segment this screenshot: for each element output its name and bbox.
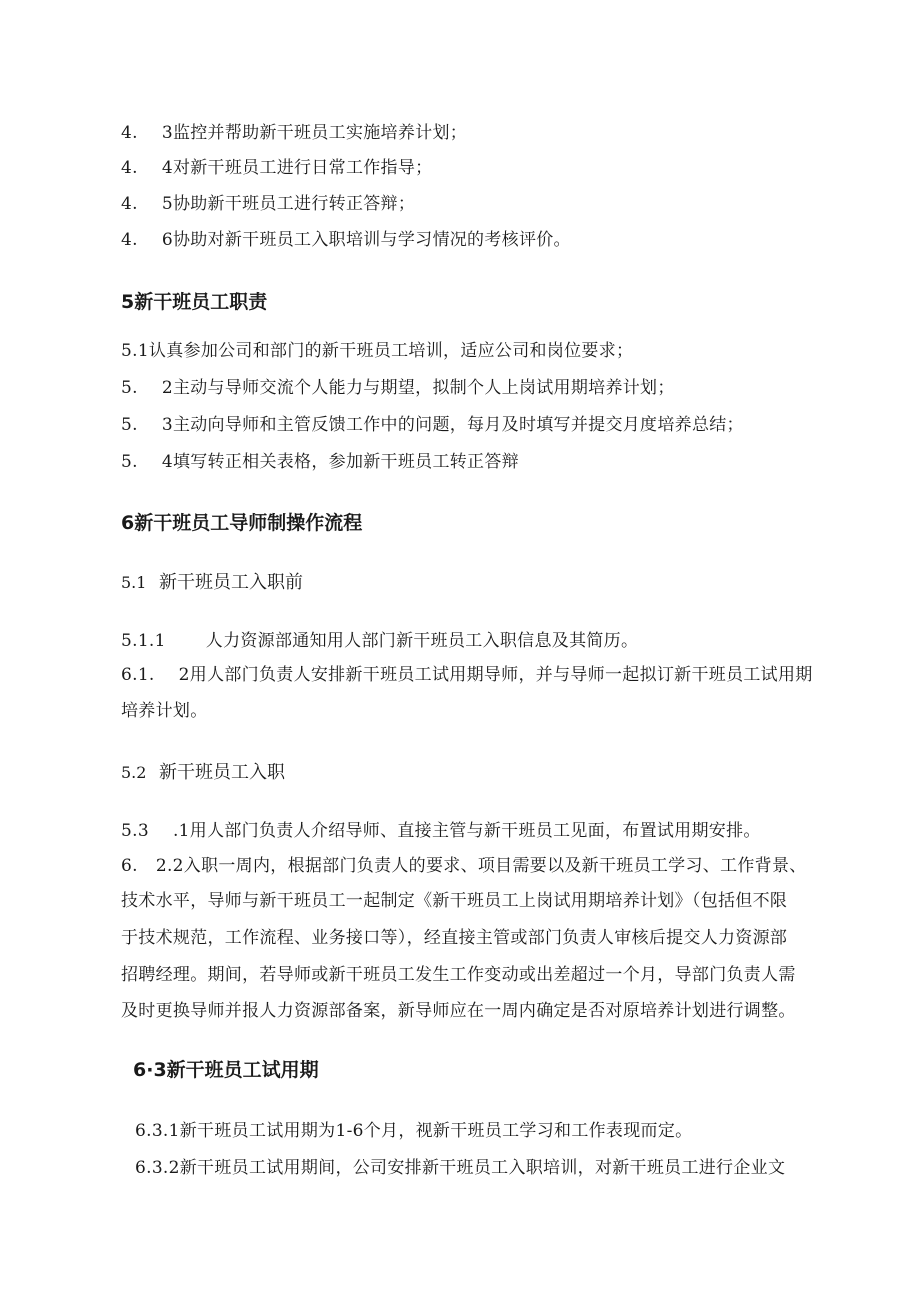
item-number: 5. <box>121 452 138 472</box>
list-item <box>121 630 638 652</box>
item-subnumber: 3 <box>161 415 173 435</box>
list-item <box>121 122 467 144</box>
list-item <box>121 820 761 842</box>
list-item: 6.3.2新干班员工试用期间，公司安排新干班员工入职培训，对新干班员工进行企业文 <box>135 1158 786 1178</box>
item-subnumber: 4 <box>161 158 173 178</box>
item-number: 5. <box>121 415 138 435</box>
list-item <box>121 664 813 686</box>
section-heading: 5新干班员工职责 <box>121 291 268 313</box>
item-subnumber: 4 <box>161 452 173 472</box>
item-number: 5. <box>121 378 138 398</box>
list-item <box>121 229 571 251</box>
item-text: 人力资源部通知用人部门新干班员工入职信息及其简历。 <box>205 631 639 651</box>
list-item <box>121 377 675 399</box>
item-text: 监控并帮助新干班员工实施培养计划； <box>172 123 468 143</box>
item-text: 协助对新干班员工入职培训与学习情况的考核评价。 <box>172 230 571 250</box>
item-number: 5.3 <box>121 821 149 841</box>
item-text: 入职一周内，根据部门负责人的要求、项目需要以及新干班员工学习、工作背景、 <box>183 856 807 876</box>
item-text: 用人部门负责人介绍导师、直接主管与新干班员工见面，布置试用期安排。 <box>189 821 761 841</box>
item-subnumber: 6 <box>161 230 173 250</box>
list-item: 5.1认真参加公司和部门的新干班员工培训，适应公司和岗位要求； <box>121 341 634 361</box>
list-item <box>121 193 415 215</box>
subsection-title: 新干班员工入职 <box>159 762 285 783</box>
subsection-heading <box>121 571 303 595</box>
item-subnumber: 3 <box>161 123 173 143</box>
item-text: 填写转正相关表格，参加新干班员工转正答辩 <box>172 452 519 472</box>
subsection-number: 5.2 <box>121 763 147 782</box>
item-number: 5.1.1 <box>121 631 166 651</box>
item-text: 协助新干班员工进行转正答辩； <box>172 194 416 214</box>
list-item <box>121 157 432 179</box>
list-item <box>121 451 519 473</box>
item-number: 4. <box>121 194 138 214</box>
item-number: 4. <box>121 230 138 250</box>
list-item: 6.3.1新干班员工试用期为1-6个月，视新干班员工学习和工作表现而定。 <box>135 1121 693 1141</box>
list-item-continuation: 于技术规范，工作流程、业务接口等），经直接主管或部门负责人审核后提交人力资源部 <box>121 928 788 948</box>
item-subnumber: 2 <box>161 378 173 398</box>
subsection-heading: 6·3新干班员工试用期 <box>133 1059 319 1081</box>
item-subnumber: 2.2 <box>155 856 184 876</box>
list-item-continuation: 技术水平，导师与新干班员工一起制定《新干班员工上岗试用期培养计划》（包括但不限 <box>121 891 788 911</box>
subsection-number: 5.1 <box>121 573 147 592</box>
list-item <box>121 855 807 877</box>
list-item <box>121 414 744 436</box>
item-subnumber: 2 <box>178 665 190 685</box>
item-text: 主动与导师交流个人能力与期望，拟制个人上岗试用期培养计划； <box>172 378 675 398</box>
item-subnumber: .1 <box>172 821 190 841</box>
subsection-title: 新干班员工入职前 <box>159 572 303 593</box>
item-number: 6.1. <box>121 665 155 685</box>
list-item-continuation: 培养计划。 <box>121 701 208 721</box>
item-number: 6. <box>121 856 138 876</box>
list-item-continuation: 招聘经理。期间，若导师或新干班员工发生工作变动或出差超过一个月，导部门负责人需 <box>121 965 796 985</box>
subsection-heading <box>121 761 285 785</box>
section-heading: 6新干班员工导师制操作流程 <box>121 512 363 534</box>
item-text: 对新干班员工进行日常工作指导； <box>172 158 433 178</box>
item-number: 4. <box>121 158 138 178</box>
item-text: 用人部门负责人安排新干班员工试用期导师，并与导师一起拟订新干班员工试用期 <box>189 665 813 685</box>
list-item-continuation: 及时更换导师并报人力资源部备案，新导师应在一周内确定是否对原培养计划进行调整。 <box>121 1001 796 1021</box>
item-number: 4. <box>121 123 138 143</box>
item-subnumber: 5 <box>161 194 173 214</box>
item-text: 主动向导师和主管反馈工作中的问题，每月及时填写并提交月度培养总结； <box>172 415 744 435</box>
